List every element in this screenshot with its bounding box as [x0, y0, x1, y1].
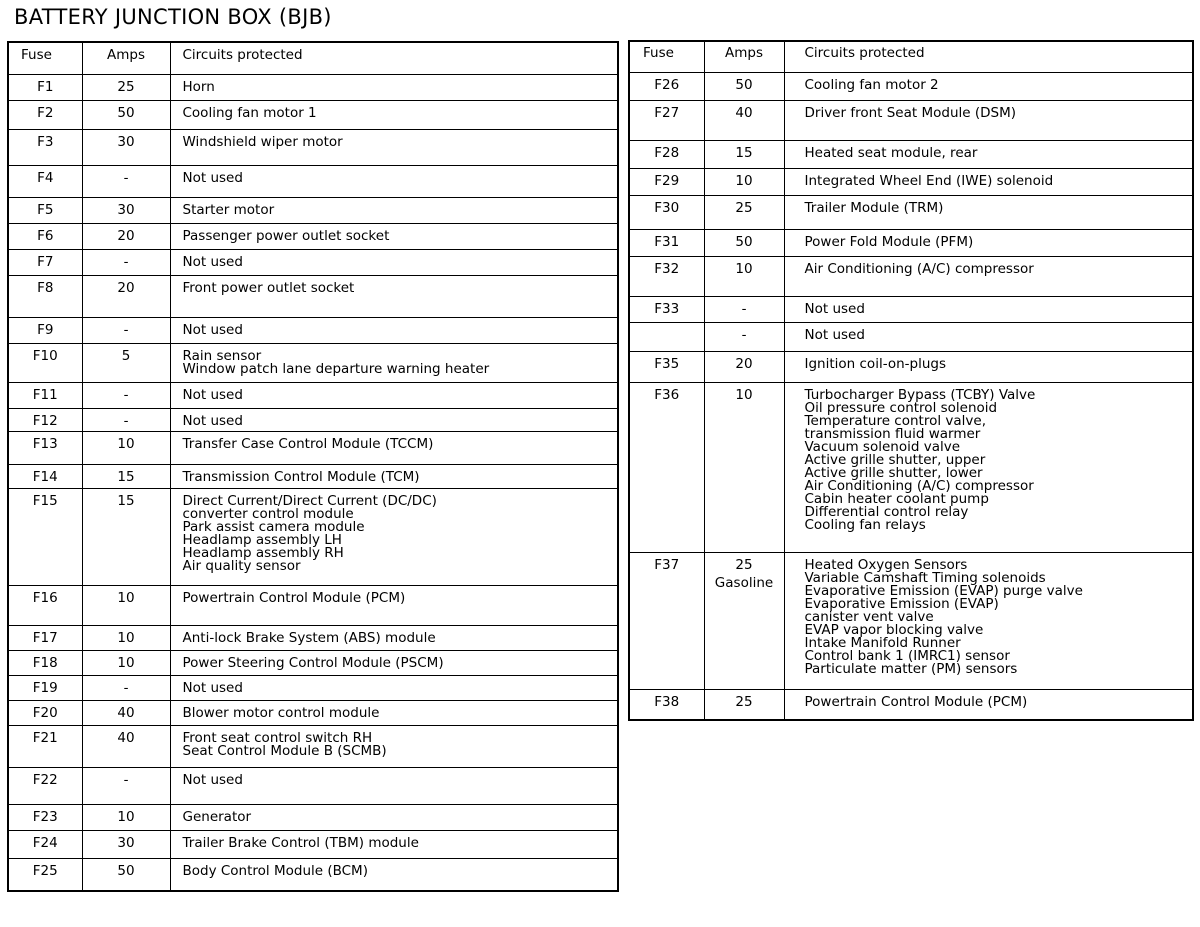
- amps-cell: [82, 198, 170, 224]
- circuit-line: converter control module: [182, 506, 354, 522]
- fuse-id-cell: F26: [629, 73, 704, 101]
- circuit-line: Blower motor control module: [182, 705, 380, 721]
- fuse-id-cell: F37: [629, 553, 704, 690]
- fuse-id-cell: F16: [8, 586, 82, 626]
- amps-value: 50: [735, 234, 753, 250]
- circuits-cell: [784, 169, 1193, 196]
- circuit-line: Cooling fan motor 1: [182, 105, 317, 121]
- circuit-line: Active grille shutter, lower: [804, 465, 983, 481]
- amps-value: 50: [117, 863, 135, 879]
- amps-value: 10: [735, 173, 753, 189]
- fuse-id-cell: F19: [8, 676, 82, 701]
- amps-cell: [82, 344, 170, 383]
- fuse-id-cell: F33: [629, 297, 704, 323]
- circuit-line: Not used: [182, 322, 243, 338]
- fuse-id-cell: F38: [629, 690, 704, 720]
- circuits-cell: [170, 318, 618, 344]
- table-row: [629, 352, 1193, 383]
- circuit-line: Generator: [182, 809, 252, 825]
- circuits-cell: [170, 489, 618, 586]
- amps-value: -: [741, 327, 747, 343]
- amps-cell: [82, 383, 170, 409]
- amps-value: 10: [735, 261, 753, 277]
- amps-cell: [82, 409, 170, 432]
- table-row: [8, 318, 618, 344]
- amps-value: 30: [117, 835, 135, 851]
- table-row: [8, 676, 618, 701]
- amps-cell: [704, 323, 784, 352]
- fuse-id-cell: F36: [629, 383, 704, 553]
- amps-value: 25: [735, 557, 753, 573]
- amps-value: 15: [735, 145, 753, 161]
- circuits-cell: [170, 224, 618, 250]
- fuse-id-cell: F12: [8, 409, 82, 432]
- amps-cell: [82, 318, 170, 344]
- circuits-cell: [170, 198, 618, 224]
- circuit-line: Power Steering Control Module (PSCM): [182, 655, 444, 671]
- circuit-line: Cabin heater coolant pump: [804, 491, 989, 507]
- amps-value: 15: [117, 493, 135, 509]
- amps-cell: [704, 553, 784, 690]
- circuits-column-header: Circuits protected: [170, 42, 618, 75]
- circuit-line: Front seat control switch RH: [182, 730, 373, 746]
- amps-value: 5: [121, 348, 131, 364]
- fuse-id-cell: F35: [629, 352, 704, 383]
- amps-cell: [704, 230, 784, 257]
- fuse-table-left-body: [8, 75, 618, 891]
- amps-cell: [82, 489, 170, 586]
- circuits-cell: [170, 768, 618, 805]
- circuits-cell: [784, 352, 1193, 383]
- circuit-line: Headlamp assembly LH: [182, 532, 342, 548]
- circuit-line: Powertrain Control Module (PCM): [182, 590, 406, 606]
- amps-cell: [704, 141, 784, 169]
- table-row: [8, 130, 618, 166]
- circuit-line: Windshield wiper motor: [182, 134, 343, 150]
- amps-cell: [704, 169, 784, 196]
- table-row: [629, 383, 1193, 553]
- fuse-column-header: Fuse: [8, 42, 82, 75]
- table-row: [8, 831, 618, 859]
- amps-cell: [704, 73, 784, 101]
- fuse-id-cell: [629, 323, 704, 352]
- amps-cell: [82, 75, 170, 101]
- fuse-table-left: [7, 41, 619, 892]
- fuse-id-cell: F2: [8, 101, 82, 130]
- circuits-cell: [784, 297, 1193, 323]
- amps-value: 50: [735, 77, 753, 93]
- circuits-cell: [170, 805, 618, 831]
- fuse-id-cell: F32: [629, 257, 704, 297]
- circuits-cell: [170, 166, 618, 198]
- table-row: [629, 196, 1193, 230]
- amps-cell: [704, 196, 784, 230]
- table-row: [8, 224, 618, 250]
- circuit-line: Air Conditioning (A/C) compressor: [804, 478, 1034, 494]
- circuit-line: Starter motor: [182, 202, 275, 218]
- fuse-id-cell: F23: [8, 805, 82, 831]
- amps-value: -: [123, 772, 129, 788]
- amps-value: 25: [735, 200, 753, 216]
- table-row: [8, 250, 618, 276]
- amps-cell: [704, 297, 784, 323]
- amps-value: 10: [117, 436, 135, 452]
- circuits-cell: [170, 75, 618, 101]
- circuits-cell: [170, 465, 618, 489]
- amps-cell: [704, 383, 784, 553]
- circuits-cell: [784, 230, 1193, 257]
- amps-value: 20: [117, 228, 135, 244]
- table-row: [629, 690, 1193, 720]
- table-row: [629, 169, 1193, 196]
- amps-value: 40: [117, 730, 135, 746]
- circuit-line: Rain sensor: [182, 348, 262, 364]
- amps-cell: [82, 166, 170, 198]
- amps-cell: [82, 276, 170, 318]
- amps-cell: [82, 768, 170, 805]
- circuit-line: Trailer Module (TRM): [804, 200, 944, 216]
- amps-value: 25: [735, 694, 753, 710]
- circuit-line: Not used: [182, 680, 243, 696]
- circuit-line: Not used: [182, 387, 243, 403]
- fuse-id-cell: F18: [8, 651, 82, 676]
- amps-cell: [82, 224, 170, 250]
- circuit-line: Transmission Control Module (TCM): [182, 469, 420, 485]
- fuse-id-cell: F15: [8, 489, 82, 586]
- circuits-cell: [170, 586, 618, 626]
- circuit-line: Air Conditioning (A/C) compressor: [804, 261, 1034, 277]
- table-row: [629, 553, 1193, 690]
- circuit-line: Oil pressure control solenoid: [804, 400, 998, 416]
- circuits-cell: [784, 101, 1193, 141]
- fuse-column-header: Fuse: [629, 41, 704, 73]
- table-row: [8, 432, 618, 465]
- amps-value: 10: [117, 590, 135, 606]
- table-row: [629, 73, 1193, 101]
- table-row: [8, 166, 618, 198]
- fuse-table-right: [628, 40, 1194, 721]
- circuit-line: Vacuum solenoid valve: [804, 439, 961, 455]
- circuit-line: Differential control relay: [804, 504, 969, 520]
- fuse-id-cell: F8: [8, 276, 82, 318]
- circuit-line: Intake Manifold Runner: [804, 635, 961, 651]
- circuits-cell: [170, 344, 618, 383]
- table-row: [629, 101, 1193, 141]
- circuits-cell: [170, 383, 618, 409]
- amps-cell: [82, 250, 170, 276]
- amps-cell: [704, 257, 784, 297]
- amps-cell: [704, 690, 784, 720]
- fuse-id-cell: F29: [629, 169, 704, 196]
- amps-value: -: [741, 301, 747, 317]
- table-row: [8, 726, 618, 768]
- amps-cell: [82, 676, 170, 701]
- fuse-id-cell: F27: [629, 101, 704, 141]
- amps-cell: [704, 352, 784, 383]
- fuse-id-cell: F31: [629, 230, 704, 257]
- amps-value: 50: [117, 105, 135, 121]
- amps-cell: [82, 651, 170, 676]
- circuit-line: Evaporative Emission (EVAP): [804, 596, 999, 612]
- fuse-id-cell: F4: [8, 166, 82, 198]
- circuit-line: Heated Oxygen Sensors: [804, 557, 968, 573]
- circuit-line: Variable Camshaft Timing solenoids: [804, 570, 1046, 586]
- circuits-cell: [784, 73, 1193, 101]
- amps-value: 10: [117, 655, 135, 671]
- table-row: [8, 101, 618, 130]
- circuit-line: Park assist camera module: [182, 519, 365, 535]
- circuit-line: Air quality sensor: [182, 558, 301, 574]
- amps-value: 40: [735, 105, 753, 121]
- circuits-cell: [170, 130, 618, 166]
- amps-value: -: [123, 322, 129, 338]
- circuit-line: Horn: [182, 79, 215, 95]
- circuit-line: Seat Control Module B (SCMB): [182, 743, 387, 759]
- table-row: [8, 586, 618, 626]
- circuits-cell: [170, 726, 618, 768]
- circuit-line: Window patch lane departure warning heater: [182, 361, 490, 377]
- table-row: [629, 297, 1193, 323]
- circuit-line: Driver front Seat Module (DSM): [804, 105, 1016, 121]
- amps-cell: [82, 626, 170, 651]
- amps-value: -: [123, 254, 129, 270]
- circuits-cell: [170, 831, 618, 859]
- circuit-line: Headlamp assembly RH: [182, 545, 344, 561]
- circuit-line: Passenger power outlet socket: [182, 228, 390, 244]
- fuse-id-cell: F21: [8, 726, 82, 768]
- circuit-line: Ignition coil-on-plugs: [804, 356, 946, 372]
- table-row: [8, 651, 618, 676]
- circuits-cell: [170, 701, 618, 726]
- fuse-id-cell: F20: [8, 701, 82, 726]
- table-row: [629, 257, 1193, 297]
- table-row: [8, 409, 618, 432]
- circuits-cell: [170, 432, 618, 465]
- amps-value: -: [123, 413, 129, 429]
- circuits-cell: [784, 196, 1193, 230]
- table-row: [8, 198, 618, 224]
- circuit-line: Powertrain Control Module (PCM): [804, 694, 1028, 710]
- circuits-cell: [170, 101, 618, 130]
- table-row: [8, 344, 618, 383]
- fuse-id-cell: F25: [8, 859, 82, 891]
- circuit-line: Not used: [804, 327, 865, 343]
- table-row: [8, 805, 618, 831]
- circuits-column-header: Circuits protected: [784, 41, 1193, 73]
- amps-cell: [82, 805, 170, 831]
- amps-value: 25: [117, 79, 135, 95]
- circuit-line: Not used: [182, 170, 243, 186]
- amps-cell: [82, 465, 170, 489]
- amps-cell: [82, 586, 170, 626]
- fuse-id-cell: F17: [8, 626, 82, 651]
- circuits-cell: [784, 553, 1193, 690]
- table-row: [8, 276, 618, 318]
- amps-cell: [82, 726, 170, 768]
- table-row: [629, 141, 1193, 169]
- circuit-line: Heated seat module, rear: [804, 145, 978, 161]
- fuse-id-cell: F30: [629, 196, 704, 230]
- fuse-id-cell: F10: [8, 344, 82, 383]
- table-row: [629, 323, 1193, 352]
- circuit-line: Not used: [182, 254, 243, 270]
- circuit-line: Not used: [804, 301, 865, 317]
- circuits-cell: [170, 626, 618, 651]
- table-row: [629, 230, 1193, 257]
- circuits-cell: [170, 859, 618, 891]
- circuit-line: Direct Current/Direct Current (DC/DC): [182, 493, 437, 509]
- fuse-id-cell: F28: [629, 141, 704, 169]
- circuit-line: Trailer Brake Control (TBM) module: [182, 835, 419, 851]
- page-title: BATTERY JUNCTION BOX (BJB): [14, 5, 332, 29]
- table-row: [8, 859, 618, 891]
- circuit-line: Particulate matter (PM) sensors: [804, 661, 1018, 677]
- circuits-cell: [170, 409, 618, 432]
- header-row: [8, 42, 618, 75]
- circuit-line: Temperature control valve,: [804, 413, 986, 429]
- circuits-cell: [784, 323, 1193, 352]
- amps-cell: [704, 101, 784, 141]
- table-row: [8, 768, 618, 805]
- fuse-id-cell: F11: [8, 383, 82, 409]
- circuits-cell: [170, 250, 618, 276]
- amps-column-header: Amps: [704, 41, 784, 73]
- fuse-id-cell: F14: [8, 465, 82, 489]
- circuit-line: Integrated Wheel End (IWE) solenoid: [804, 173, 1054, 189]
- circuit-line: Control bank 1 (IMRC1) sensor: [804, 648, 1010, 664]
- amps-value: 20: [117, 280, 135, 296]
- circuit-line: Power Fold Module (PFM): [804, 234, 974, 250]
- header-row: [629, 41, 1193, 73]
- circuits-cell: [170, 276, 618, 318]
- circuit-line: Front power outlet socket: [182, 280, 355, 296]
- amps-cell: [82, 831, 170, 859]
- circuit-line: Active grille shutter, upper: [804, 452, 986, 468]
- circuit-line: Not used: [182, 772, 243, 788]
- amps-value: 20: [735, 356, 753, 372]
- amps-cell: [82, 101, 170, 130]
- circuit-line: Transfer Case Control Module (TCCM): [182, 436, 434, 452]
- fuse-id-cell: F5: [8, 198, 82, 224]
- table-row: [8, 626, 618, 651]
- circuit-line: Not used: [182, 413, 243, 429]
- fuse-id-cell: F7: [8, 250, 82, 276]
- circuit-line: Cooling fan relays: [804, 517, 926, 533]
- circuit-line: Body Control Module (BCM): [182, 863, 368, 879]
- amps-value: 40: [117, 705, 135, 721]
- table-row: [8, 465, 618, 489]
- amps-value: 30: [117, 202, 135, 218]
- circuits-cell: [170, 651, 618, 676]
- circuit-line: canister vent valve: [804, 609, 934, 625]
- circuits-cell: [170, 676, 618, 701]
- fuse-id-cell: F24: [8, 831, 82, 859]
- circuits-cell: [784, 141, 1193, 169]
- amps-cell: [82, 701, 170, 726]
- amps-value: -: [123, 387, 129, 403]
- amps-value: -: [123, 170, 129, 186]
- circuit-line: transmission fluid warmer: [804, 426, 981, 442]
- fuse-id-cell: F3: [8, 130, 82, 166]
- amps-note: Gasoline: [714, 575, 774, 591]
- table-row: [8, 75, 618, 101]
- amps-cell: [82, 130, 170, 166]
- amps-column-header: Amps: [82, 42, 170, 75]
- table-row: [8, 383, 618, 409]
- fuse-table-right-body: [629, 73, 1193, 720]
- fuse-id-cell: F13: [8, 432, 82, 465]
- circuits-cell: [784, 257, 1193, 297]
- fuse-id-cell: F6: [8, 224, 82, 250]
- circuit-line: Evaporative Emission (EVAP) purge valve: [804, 583, 1083, 599]
- amps-value: 15: [117, 469, 135, 485]
- circuit-line: EVAP vapor blocking valve: [804, 622, 984, 638]
- amps-value: -: [123, 680, 129, 696]
- amps-value: 10: [117, 630, 135, 646]
- circuits-cell: [784, 383, 1193, 553]
- amps-value: 10: [117, 809, 135, 825]
- amps-value: 10: [735, 387, 753, 403]
- amps-value: 30: [117, 134, 135, 150]
- circuit-line: Turbocharger Bypass (TCBY) Valve: [804, 387, 1036, 403]
- table-row: [8, 701, 618, 726]
- fuse-id-cell: F1: [8, 75, 82, 101]
- table-row: [8, 489, 618, 586]
- amps-cell: [82, 859, 170, 891]
- fuse-id-cell: F9: [8, 318, 82, 344]
- fuse-id-cell: F22: [8, 768, 82, 805]
- circuit-line: Anti-lock Brake System (ABS) module: [182, 630, 436, 646]
- amps-cell: [82, 432, 170, 465]
- circuit-line: Cooling fan motor 2: [804, 77, 939, 93]
- circuits-cell: [784, 690, 1193, 720]
